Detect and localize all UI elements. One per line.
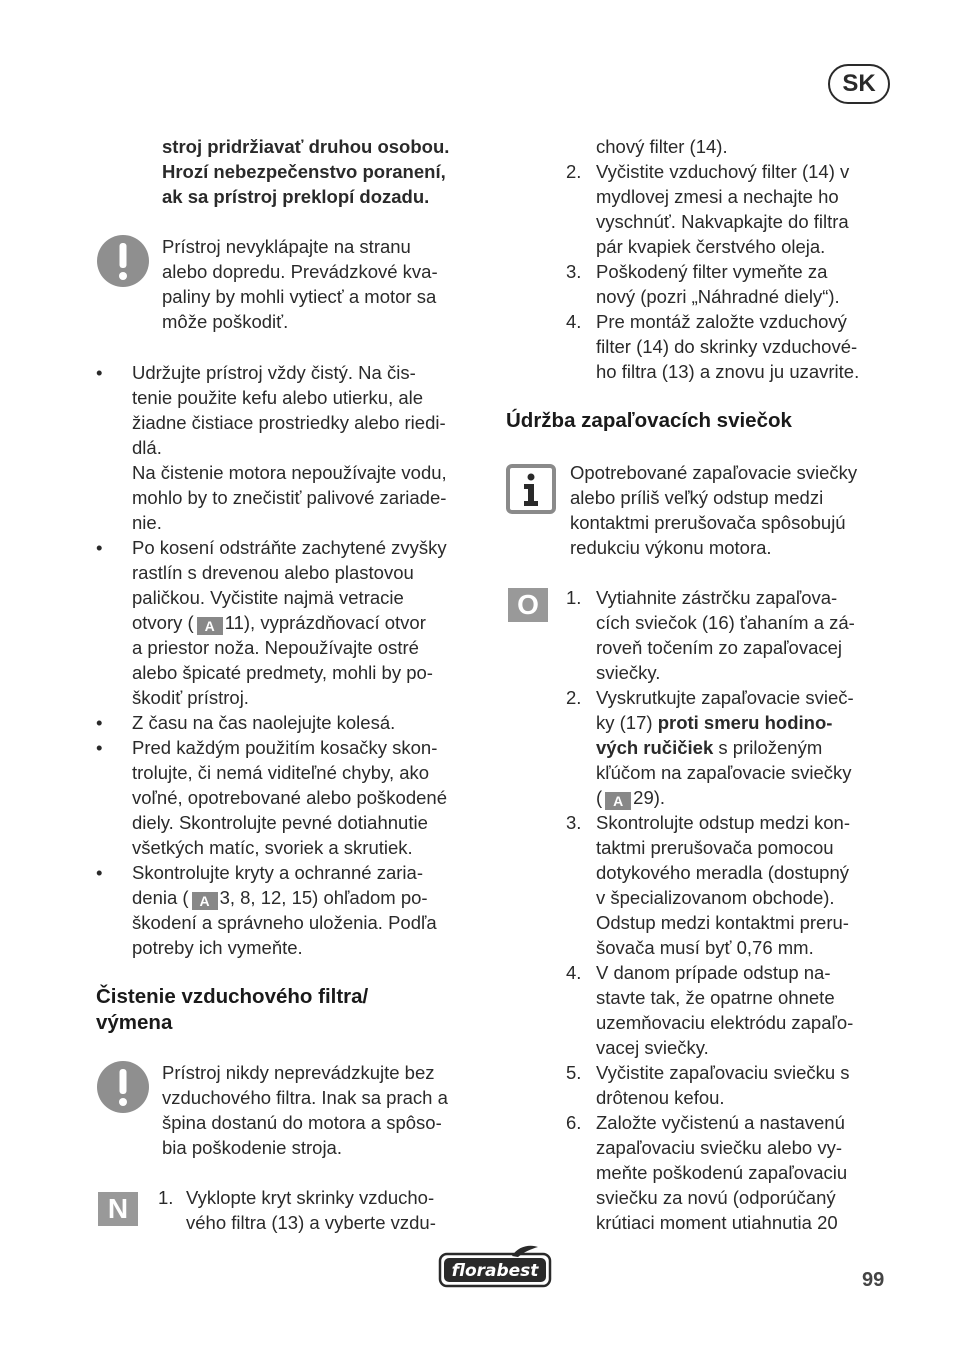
step-text: Vyčistite zapaľovaciu sviečku s drôtenou kefou.	[596, 1062, 850, 1108]
section-heading-spark-plugs: Údržba zapaľovacích sviečok	[506, 409, 792, 432]
list-item-text	[132, 860, 496, 960]
warning-text: Prístroj nevyklápajte na stranu alebo dopredu. Prevádzkové kva- paliny by mohli vytiecť a motor sa môže poškodiť.	[162, 236, 438, 332]
step-number: 2.	[566, 161, 582, 182]
step-number: 4.	[566, 962, 582, 983]
list-item	[96, 360, 496, 535]
step-text: Poškodený filter vymeňte za nový (pozri „Náhradné diely“).	[596, 261, 840, 307]
bullet-marker: •	[96, 862, 103, 883]
warning-continuation: stroj pridržiavať druhou osobou. Hrozí nebezpečenstvo poranení, ak sa prístroj preklopí dozadu.	[162, 136, 450, 207]
numbered-step	[566, 585, 896, 685]
info-text: Opotrebované zapaľovacie sviečky alebo príliš veľký odstup medzi kontaktmi prerušovača spôsobujú redukciu výkonu motora.	[570, 462, 858, 558]
bullet-marker: •	[96, 712, 103, 733]
step-group-label-n: N	[98, 1192, 138, 1226]
figure-ref-badge: A	[192, 892, 218, 910]
numbered-step	[566, 1060, 896, 1110]
list-item-text: Udržujte prístroj vždy čistý. Na čis- tenie použite kefu alebo utierku, ale žiadne čistiace prostriedky alebo riedi- dlá. Na čistenie motora nepoužívajte vodu, mohlo by to znečistiť palivové zariade- nie.	[132, 362, 447, 533]
numbered-step	[566, 810, 896, 960]
numbered-step	[566, 685, 896, 810]
numbered-step	[566, 159, 896, 259]
step-text: Vyklopte kryt skrinky vzducho- vého filtra (13) a vyberte vzdu-	[186, 1187, 436, 1233]
figure-ref-badge: A	[197, 617, 223, 635]
list-item	[96, 860, 496, 960]
logo-text: florabest	[451, 1261, 539, 1281]
step-text-start: Vyskrutkujte zapaľovacie svieč- ky (17)	[596, 687, 854, 733]
list-item-text-end: 3, 8, 12, 15) ohľadom po- škodení a správneho uloženia. Podľa potreby ich vymeňte.	[132, 887, 437, 958]
numbered-step	[158, 1185, 498, 1235]
list-item-text-start: Po kosení odstráňte zachytené zvyšky rastlín s drevenou alebo plastovou paličkou. Vyčistite najmä vetracie otvory (	[132, 537, 447, 633]
step-text: V danom prípade odstup na- stavte tak, že opatrne ohnete uzemňovaciu elektródu zapaľo- vacej sviečky.	[596, 962, 854, 1058]
step-number: 3.	[566, 261, 582, 282]
step-number: 3.	[566, 812, 582, 833]
step-number: 4.	[566, 311, 582, 332]
warning-text: Prístroj nikdy neprevádzkujte bez vzduchového filtra. Inak sa prach a špina dostanú do motora a spôso- bia poškodenie stroja.	[162, 1062, 448, 1158]
list-item-text: Pred každým použitím kosačky skon- trolujte, či nemá viditeľné chyby, ako voľné, opotrebované alebo poškodené diely. Skontrolujte pevné dotiahnutie všetkých matíc, svoriek a skrutiek.	[132, 737, 448, 858]
warning-icon	[96, 1060, 150, 1114]
step-text-middle: s priloženým kľúčom na zapaľovacie sviečky (	[596, 737, 852, 808]
step-number: 5.	[566, 1062, 582, 1083]
list-item	[96, 710, 496, 735]
step-number: 2.	[566, 687, 582, 708]
language-badge: SK	[828, 64, 890, 104]
numbered-step	[566, 1110, 896, 1235]
page-number: 99	[862, 1269, 885, 1291]
list-item	[96, 735, 496, 860]
bullet-marker: •	[96, 537, 103, 558]
list-item-text-start: Skontrolujte kryty a ochranné zaria- denia (	[132, 862, 423, 908]
step-continuation: chový filter (14).	[596, 136, 728, 157]
list-item-text: Z času na čas naolejujte kolesá.	[132, 712, 396, 733]
step-number: 6.	[566, 1112, 582, 1133]
numbered-step	[566, 259, 896, 309]
step-text-emphasis: proti smeru hodino- vých ručičiek	[596, 712, 833, 758]
figure-ref-badge: A	[605, 792, 631, 810]
step-text: Vyčistite vzduchový filter (14) v mydlovej zmesi a nechajte ho vyschnúť. Nakvapkajte do filtra pár kvapiek čerstvého oleja.	[596, 161, 850, 257]
section-heading-filter: Čistenie vzduchového filtra/ výmena	[96, 985, 369, 1034]
bullet-marker: •	[96, 737, 103, 758]
list-item-text-end: 11), vyprázdňovací otvor a priestor noža. Nepoužívajte ostré alebo špicaté predmety, mohli by po- škodiť prístroj.	[132, 612, 433, 708]
step-text	[596, 685, 896, 810]
step-text: Skontrolujte odstup medzi kon- taktmi prerušovača pomocou dotykového meradla (dostupný v špecializovanom obchode). Odstup medzi kontaktmi preru- šovača musí byť 0,76 mm.	[596, 812, 850, 958]
step-text: Pre montáž založte vzduchový filter (14) do skrinky vzduchové- ho filtra (13) a znovu ju uzavrite.	[596, 311, 860, 382]
step-text-end: 29).	[633, 787, 666, 808]
step-text: Založte vyčistenú a nastavenú zapaľovaciu sviečku alebo vy- meňte poškodenú zapaľovaciu sviečku za novú (odporúčaný krútiaci moment utiahnutia 20	[596, 1112, 848, 1233]
step-text: Vytiahnite zástrčku zapaľova- cích sviečok (16) ťahaním a zá- roveň točením zo zapaľovacej sviečky.	[596, 587, 855, 683]
numbered-step	[566, 960, 896, 1060]
step-group-label-o: O	[508, 588, 548, 622]
info-icon	[506, 464, 556, 514]
florabest-logo	[438, 1244, 552, 1290]
step-number: 1.	[566, 587, 582, 608]
bullet-marker: •	[96, 362, 103, 383]
list-item	[96, 535, 496, 710]
step-number: 1.	[158, 1187, 174, 1208]
warning-icon	[96, 234, 150, 288]
list-item-text	[132, 535, 496, 710]
numbered-step	[566, 309, 896, 384]
